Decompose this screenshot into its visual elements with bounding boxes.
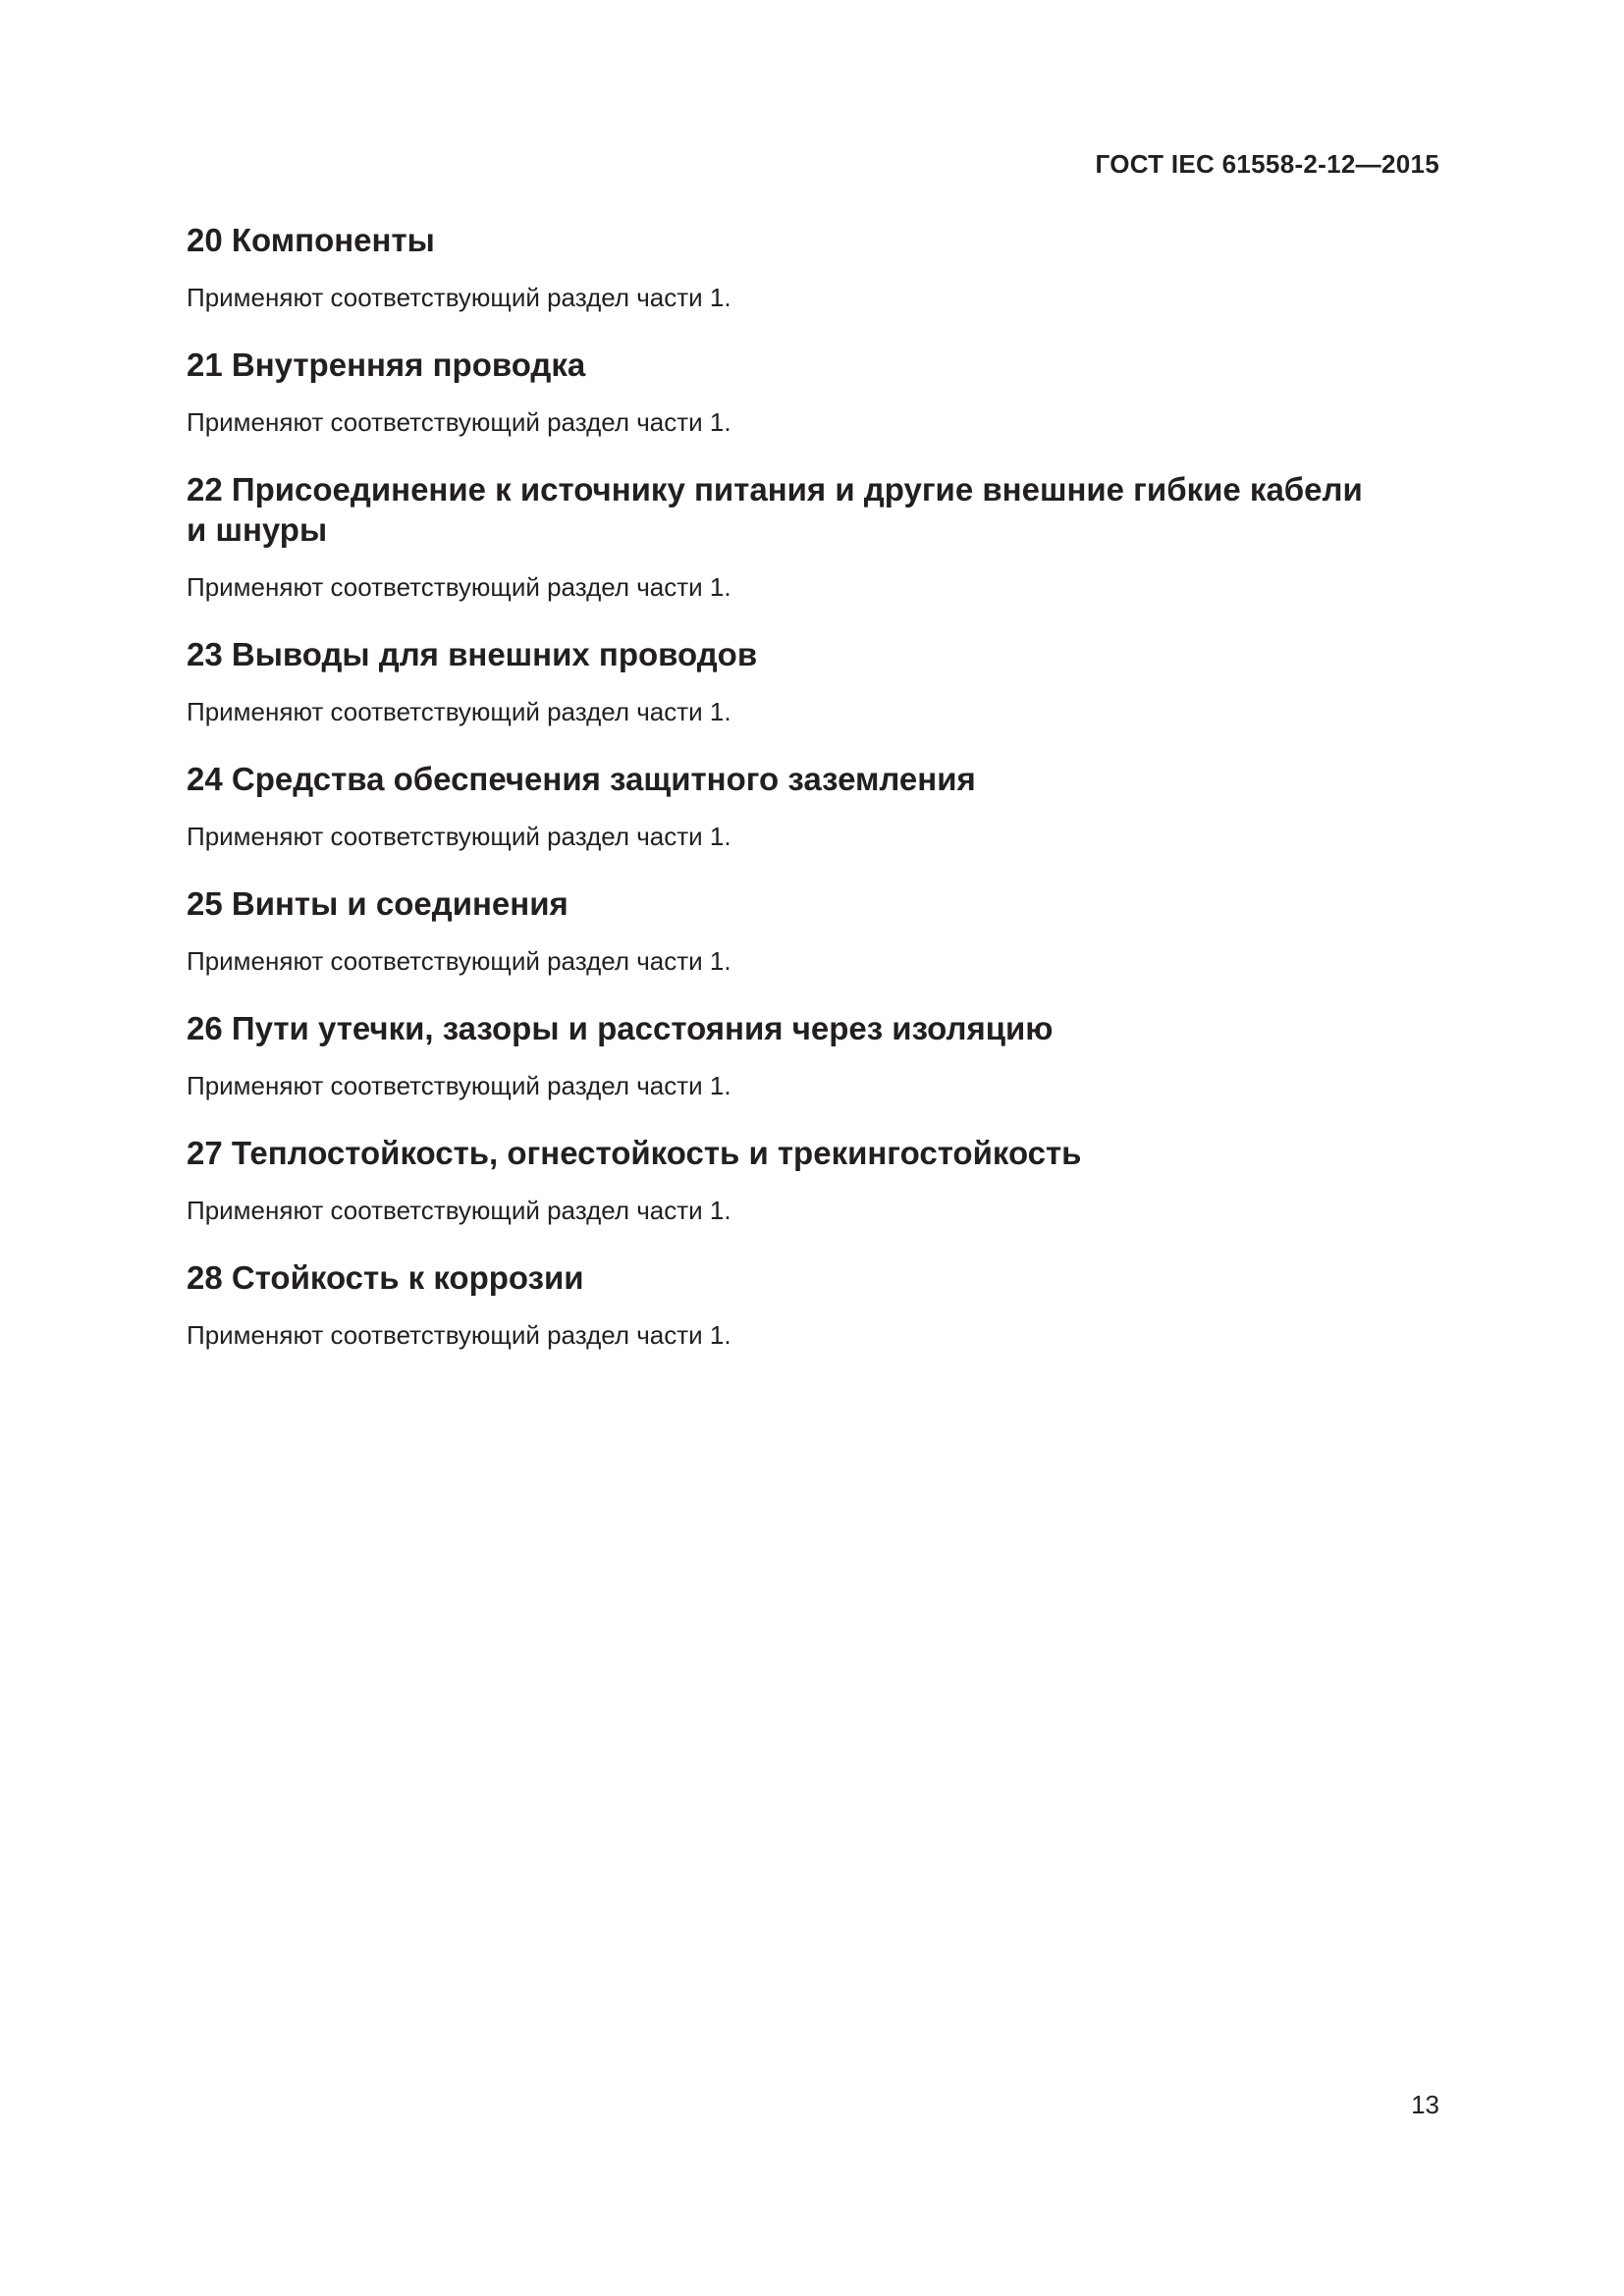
section-22: [187, 469, 1424, 603]
section-title-line-2: и шнуры: [187, 511, 328, 548]
document-code: ГОСТ IEC 61558-2-12—2015: [1095, 149, 1439, 179]
section-text: Применяют соответствующий раздел части 1.: [187, 822, 731, 851]
page-number: 13: [1411, 2090, 1439, 2119]
document-body: [187, 220, 1424, 1351]
section-text: Применяют соответствующий раздел части 1.: [187, 946, 731, 976]
section-title: 26 Пути утечки, зазоры и расстояния через изоляцию: [187, 1010, 1054, 1046]
section-27: [187, 1133, 1424, 1226]
section-text: Применяют соответствующий раздел части 1.: [187, 1071, 731, 1100]
section-title: 20 Компоненты: [187, 222, 435, 258]
section-title: 24 Средства обеспечения защитного заземления: [187, 761, 976, 797]
section-text: Применяют соответствующий раздел части 1.: [187, 697, 731, 726]
section-title: 23 Выводы для внешних проводов: [187, 636, 758, 672]
section-text: Применяют соответствующий раздел части 1.: [187, 407, 731, 437]
section-text: Применяют соответствующий раздел части 1.: [187, 572, 731, 602]
section-text: Применяют соответствующий раздел части 1.: [187, 1320, 731, 1350]
section-text: Применяют соответствующий раздел части 1.: [187, 1196, 731, 1225]
section-20: [187, 220, 1424, 313]
section-26: [187, 1008, 1424, 1101]
section-title: 21 Внутренняя проводка: [187, 347, 586, 383]
section-title-line-1: 22 Присоединение к источнику питания и другие внешние гибкие кабели: [187, 471, 1363, 507]
section-title: 27 Теплостойкость, огнестойкость и трекингостойкость: [187, 1135, 1082, 1171]
section-title: [187, 469, 1424, 550]
section-23: [187, 634, 1424, 727]
section-25: [187, 883, 1424, 977]
section-title: 25 Винты и соединения: [187, 885, 568, 922]
section-text: Применяют соответствующий раздел части 1.: [187, 283, 731, 312]
section-title: 28 Стойкость к коррозии: [187, 1259, 584, 1296]
section-21: [187, 345, 1424, 438]
section-28: [187, 1257, 1424, 1351]
section-24: [187, 759, 1424, 852]
